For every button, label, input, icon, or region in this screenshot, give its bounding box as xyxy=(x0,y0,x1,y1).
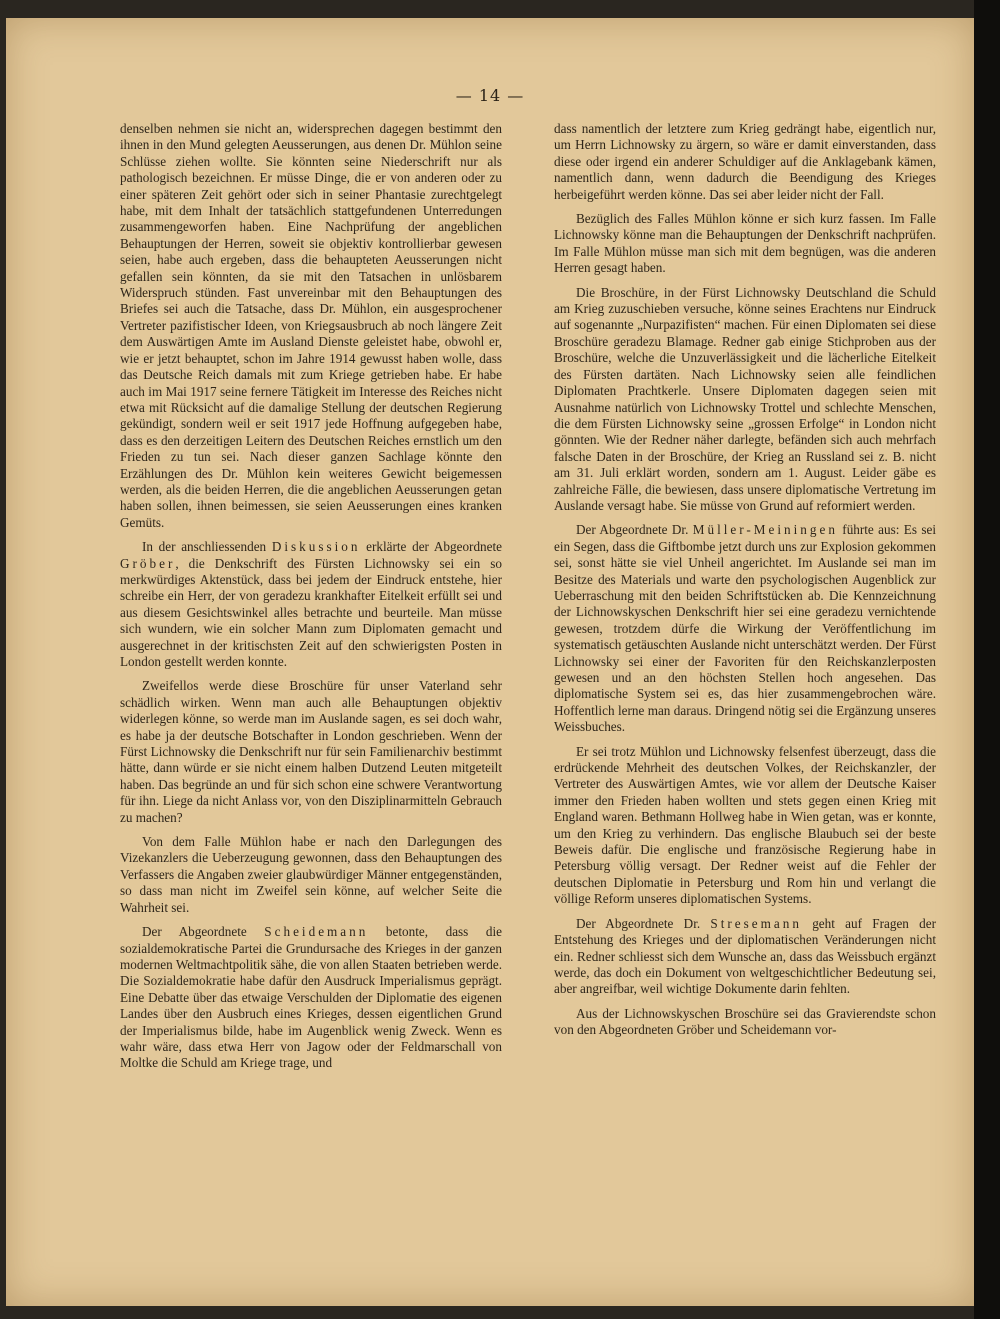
paragraph: Der Abgeordnete Dr. Stresemann geht auf Fragen der Entstehung des Krieges und der diplomatischen Veränderungen nicht ein. Redner schliesst sich dem Wunsche an, dass das Weissbuch ergänzt werde, das doch ein Dokument von weltgeschichtlicher Bedeutung sei, aber angreifbar, weil wichtige Dokumente darin fehlten. xyxy=(554,915,936,997)
spaced-name: Stresemann xyxy=(710,915,802,931)
page-number: — 14 — xyxy=(455,86,525,105)
spaced-name: Scheidemann xyxy=(264,924,369,940)
spaced-name: Müller-Meiningen xyxy=(692,522,838,538)
paragraph: Bezüglich des Falles Mühlon könne er sich kurz fassen. Im Falle Lichnowsky könne man die Behauptungen der Denkschrift nachprüfen. Im Falle Mühlon müsse man sich mit dem begnügen, was die anderen Herren gesagt haben. xyxy=(554,211,936,276)
document-page xyxy=(6,18,974,1306)
paragraph: dass namentlich der letztere zum Krieg gedrängt habe, eigentlich nur, um Herrn Lichnowsky zu ärgern, so wäre er damit einverstanden, dass diese oder irgend ein anderer Schuldiger auf die Anklagebank kämen, namentlich dann, wenn dadurch die Beendigung des Krieges herbeigeführt werden könne. Das sei aber leider nicht der Fall. xyxy=(554,121,936,202)
paragraph: In der anschliessenden Diskussion erklärte der Abgeordnete Gröber, die Denkschrift des Fürsten Lichnowsky sei ein so merkwürdiges Aktenstück, dass bei jedem der Eindruck entstehe, hier schreibe ein Herr, der von geradezu krankhafter Eitelkeit erfüllt sei und aus diesem Gesichtswinkel alles betrachte und beurteile. Man müsse sich wundern, wie ein solcher Mann zum Diplomaten gemacht und ausgerechnet in der kritischsten Zeit auf den schwierigsten Posten in London gestellt werden konnte. xyxy=(120,539,502,669)
scan-edge xyxy=(974,0,1000,1319)
spaced-name: Gröber xyxy=(120,555,176,571)
paragraph: Die Broschüre, in der Fürst Lichnowsky Deutschland die Schuld am Krieg zuzuschieben versuche, könne seines Erachtens nur Eindruck auf sogenannte „Nurpazifisten“ machen. Für einen Diplomaten sei diese Broschüre geradezu Blamage. Redner gab einige Stichproben aus der Broschüre, welche die Unzuverlässigkeit und die lächerliche Eitelkeit des Fürsten dartäten. Nach Lichnowsky seien alle feindlichen Diplomaten Prachtkerle. Unsere Diplomaten dagegen seien mit Ausnahme natürlich von Lichnowsky Trottel und schlechte Menschen, die dem Fürsten Lichnowsky seine „grossen Erfolge“ in London nicht gönnten. Wie der Redner näher darlegte, befänden sich auch mehrfach falsche Daten in der Broschüre, der Krieg an Russland sei z. B. nicht am 31. Juli erklärt worden, sondern am 1. August. Leider gäbe es zahlreiche Fälle, die bewiesen, dass unsere diplomatische Vertretung im Auslande versagt habe. Sie müsse von Grund auf reformiert werden. xyxy=(554,284,936,513)
paragraph: Aus der Lichnowskyschen Broschüre sei das Gravierendste schon von den Abgeordneten Gröber und Scheidemann vor- xyxy=(554,1005,936,1038)
left-column xyxy=(120,121,502,1080)
paragraph: Der Abgeordnete Dr. Müller-Meiningen führte aus: Es sei ein Segen, dass die Giftbombe jetzt durch uns zur Explosion gekommen sei, sonst hätte sie viel Unheil angerichtet. Im Auslande sei man im Besitze des Materials und warte den psychologischen Augenblick zur Ueberraschung mit den beiden Schriftstücken ab. Die Kennzeichnung der Lichnowskyschen Denkschrift hier sei eine geradezu vernichtende gewesen, trotzdem dürfe die Wirkung der Veröffentlichung im systematisch getäuschten Auslande nicht unterschätzt werden. Der Fürst Lichnowsky sei einer der Favoriten für den Reichskanzlerposten gewesen und an den höchsten Stellen hoch angesehen. Das diplomatische System sei es, das hier zusammengebrochen wäre. Hoffentlich lerne man daraus. Dringend nötig sei die Ergänzung unseres Weissbuches. xyxy=(554,522,936,735)
spaced-term: Diskussion xyxy=(271,539,361,555)
right-column xyxy=(554,121,936,1047)
paragraph: denselben nehmen sie nicht an, widersprechen dagegen bestimmt den ihnen in den Mund gelegten Aeusserungen, aus denen Dr. Mühlon seine Schlüsse ziehen wollte. Sie könnten seine Niederschrift nur als pathologisch bezeichnen. Er müsse Dinge, die er von anderen oder zu einer späteren Zeit gehört oder sich in seiner Phantasie zurechtgelegt habe, mit dem Inhalt der tatsächlich stattgefundenen Unterredungen zusammengeworfen haben. Eine Nachprüfung der angeblichen Behauptungen der Herren, soweit sie objektiv kontrollierbar gewesen seien, habe auch ergeben, dass die behaupteten Aeusserungen nicht gefallen sein könnten, da sie mit den Tatsachen in unlösbarem Widerspruch stünden. Fast unvereinbar mit den Behauptungen des Briefes sei auch die Tatsache, dass Dr. Mühlon, ein ausgesprochener Vertreter pazifistischer Ideen, von Kriegsausbruch ab noch längere Zeit dem Auswärtigen Amte im Ausland Dienste geleistet habe, obwohl er, wie er jetzt behauptet, schon im Jahre 1914 gewusst haben wolle, dass das Deutsche Reich damals mit zum Kriege getrieben habe. Er habe auch im Mai 1917 seine fernere Tätigkeit im Interesse des Reiches nicht etwa mit Rücksicht auf die damalige Stellung der deutschen Regierung gekündigt, sondern weil er seit 1917 jede Hoffnung aufgegeben habe, dass es den derzeitigen Leitern des Deutschen Reiches ernstlich um den Frieden zu tun sei. Nach dieser ganzen Sachlage könnte den Erzählungen des Dr. Mühlon kein weiteres Gewicht beigemessen werden, als die beiden Herren, die die angeblichen Aeusserungen getan haben sollen, ihnen beimessen, sie seien Aeusserungen eines kranken Gemüts. xyxy=(120,121,502,530)
paragraph: Er sei trotz Mühlon und Lichnowsky felsenfest überzeugt, dass die erdrückende Mehrheit des deutschen Volkes, der Reichskanzler, der Vertreter des Auswärtigen Amtes, wie vor allem der Deutsche Kaiser immer den Frieden haben wollten und stets gegen einen Krieg mit England waren. Bethmann Hollweg habe in Wien getan, was er konnte, um den Krieg zu verhindern. Das englische Blaubuch sei der beste Beweis dafür. Die englische und französische Regierung habe in Petersburg völlig versagt. Der Redner weist auf die Fehler der deutschen Diplomatie in Petersburg und Rom hin und verlangt die völlige Reform unseres diplomatischen Systems. xyxy=(554,743,936,907)
paragraph: Der Abgeordnete Scheidemann betonte, dass die sozialdemokratische Partei die Grundursache des Krieges in der ganzen modernen Weltmachtpolitik sähe, die von allen Staaten betrieben werde. Die Sozialdemokratie habe dafür den Ausdruck Imperialismus geprägt. Eine Debatte über das etwaige Verschulden der Diplomatie des eigenen Landes über den Ausbruch eines Krieges, dessen eigentlichen Grund der Imperialismus bilde, habe im Augenblick wenig Zweck. Wenn es wahr wäre, dass etwa Herr von Jagow oder der Feldmarschall von Moltke die Schuld am Kriege trage, und xyxy=(120,924,502,1071)
paragraph: Zweifellos werde diese Broschüre für unser Vaterland sehr schädlich wirken. Wenn man auch alle Behauptungen objektiv widerlegen könne, so werde man im Auslande sagen, es sei doch wahr, es habe ja der deutsche Botschafter in London geschrieben. Wenn der Fürst Lichnowsky die Denkschrift nur für sein Familienarchiv bestimmt hätte, dann würde er sie nicht einem halben Dutzend Leuten mitgeteilt haben. Das begründe an und für sich schon eine schwere Verantwortung für ihn. Liege da nicht Anlass vor, von den Disziplinarmitteln Gebrauch zu machen? xyxy=(120,678,502,825)
paragraph: Von dem Falle Mühlon habe er nach den Darlegungen des Vizekanzlers die Ueberzeugung gewonnen, dass den Behauptungen des Verfassers die Angaben zweier glaubwürdiger Männer entgegenständen, so dass man nicht im Zweifel sein könne, auf welcher Seite die Wahrheit sei. xyxy=(120,834,502,915)
